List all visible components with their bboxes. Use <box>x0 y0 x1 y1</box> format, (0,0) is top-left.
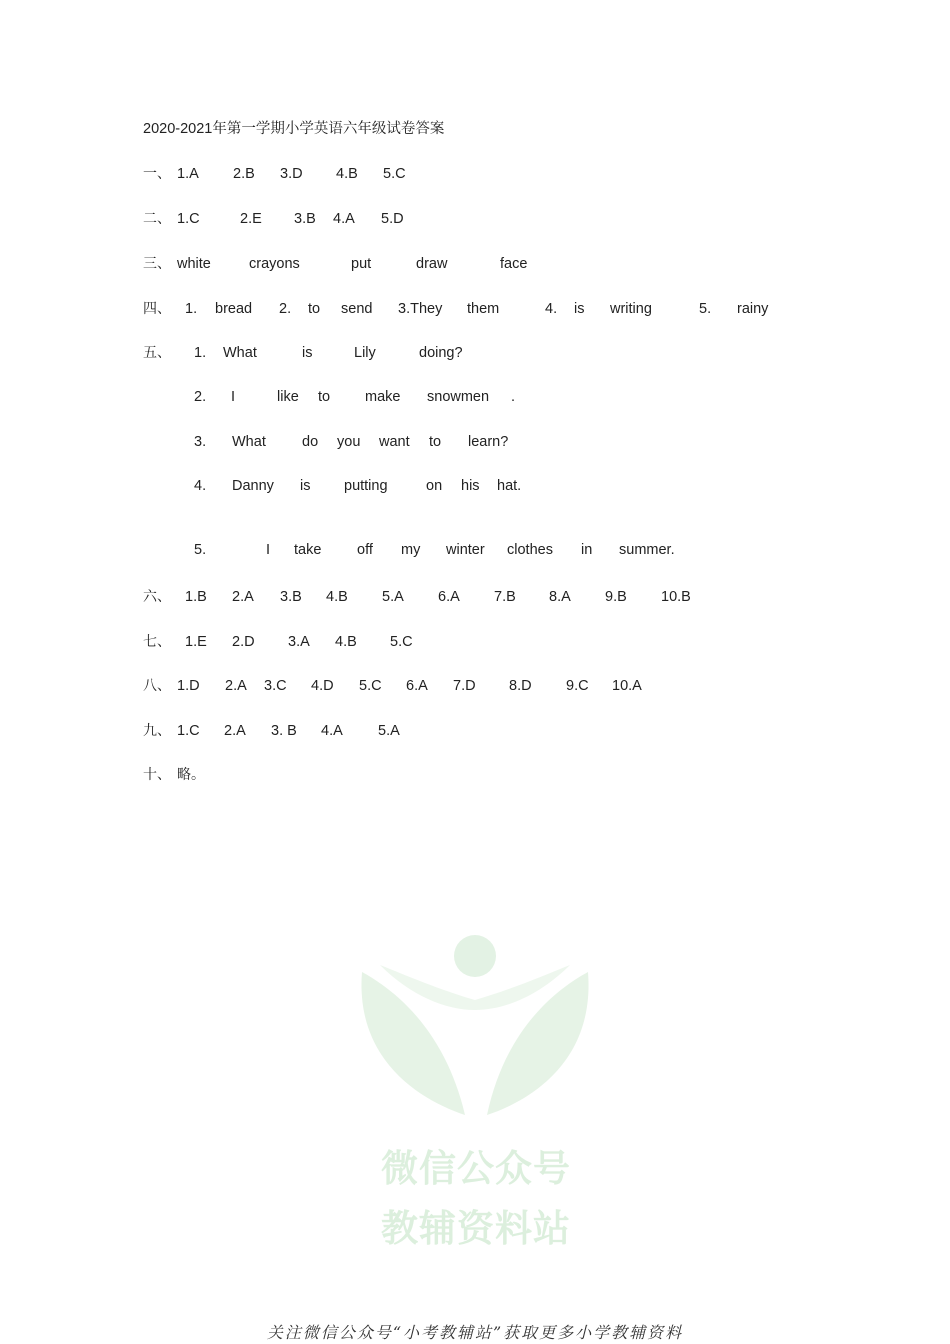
answer: 4.B <box>335 634 357 650</box>
answer: 1. <box>185 301 198 317</box>
answer: 4.D <box>311 678 334 694</box>
answer: 1.D <box>177 678 200 694</box>
sentence-word: is <box>302 345 313 361</box>
answer: put <box>351 256 372 272</box>
document-title: 2020-2021年第一学期小学英语六年级试卷答案 <box>143 121 445 137</box>
sentence-word: want <box>379 434 410 450</box>
answer: 1.E <box>185 634 207 650</box>
answer: 4. <box>545 301 558 317</box>
answer: 3.They <box>398 301 443 317</box>
answer: 5.C <box>359 678 382 694</box>
sentence-word: do <box>302 434 319 450</box>
answer: 3.D <box>280 166 303 182</box>
sentence-word: is <box>300 478 311 494</box>
answer: 9.B <box>605 589 627 605</box>
answer: 3.B <box>294 211 316 227</box>
sentence-word: off <box>357 542 373 558</box>
sentence-word: 1. <box>194 345 207 361</box>
page-footer: 关注微信公众号“小考教辅站”获取更多小学教辅资料 <box>266 1323 684 1342</box>
answer: white <box>177 256 211 272</box>
section-label: 十、 <box>143 767 171 783</box>
answer: 略。 <box>177 767 205 783</box>
sentence-word: putting <box>344 478 388 494</box>
sentence-word: 3. <box>194 434 207 450</box>
sentence-word: learn? <box>468 434 509 450</box>
answer: 10.B <box>661 589 691 605</box>
answer: 6.A <box>406 678 428 694</box>
answer: 10.A <box>612 678 642 694</box>
answer: 7.B <box>494 589 516 605</box>
sentence-word: 2. <box>194 389 207 405</box>
answer: 4.A <box>321 723 343 739</box>
answer: 3. B <box>271 723 297 739</box>
answer: 5.C <box>390 634 413 650</box>
sentence-word: I <box>231 389 236 405</box>
answer: 2. <box>279 301 292 317</box>
answer: to <box>308 301 321 317</box>
answer: 3.A <box>288 634 310 650</box>
sentence-word: you <box>337 434 361 450</box>
answer: 5.D <box>381 211 404 227</box>
answer: 1.A <box>177 166 199 182</box>
answer: send <box>341 301 373 317</box>
watermark-line-1: 微信公众号 <box>381 1147 571 1190</box>
sentence-word: . <box>511 389 516 405</box>
answer: 5.C <box>383 166 406 182</box>
sentence-word: summer. <box>619 542 675 558</box>
sentence-word: winter <box>446 542 485 558</box>
answer: crayons <box>249 256 300 272</box>
section-label: 六、 <box>143 589 171 605</box>
sentence-word: to <box>318 389 331 405</box>
section-label: 三、 <box>143 256 171 272</box>
section-label: 二、 <box>143 211 171 227</box>
section-label: 七、 <box>143 634 171 650</box>
sentence-word: 5. <box>194 542 207 558</box>
answer: face <box>500 256 528 272</box>
watermark-line-2: 教辅资料站 <box>381 1207 571 1250</box>
sentence-word: hat. <box>497 478 522 494</box>
sentence-word: clothes <box>507 542 553 558</box>
answer: 2.A <box>224 723 246 739</box>
answer: 1.C <box>177 723 200 739</box>
answer: 4.B <box>336 166 358 182</box>
sentence-word: What <box>232 434 266 450</box>
answer: 2.B <box>233 166 255 182</box>
sentence-word: make <box>365 389 401 405</box>
answer: 7.D <box>453 678 476 694</box>
sentence-word: Lily <box>354 345 376 361</box>
answer: 5. <box>699 301 712 317</box>
section-label: 八、 <box>143 678 171 694</box>
answer: 4.A <box>333 211 355 227</box>
sentence-word: 4. <box>194 478 207 494</box>
sentence-word: like <box>277 389 299 405</box>
answer: 1.B <box>185 589 207 605</box>
answer: 6.A <box>438 589 460 605</box>
answer: 3.C <box>264 678 287 694</box>
sentence-word: snowmen <box>427 389 490 405</box>
section-label: 四、 <box>143 301 171 317</box>
answer: 4.B <box>326 589 348 605</box>
answer: 2.D <box>232 634 255 650</box>
sentence-word: on <box>426 478 443 494</box>
sentence-word: I <box>266 542 271 558</box>
sentence-word: take <box>294 542 322 558</box>
answer: 8.D <box>509 678 532 694</box>
answer: 5.A <box>382 589 404 605</box>
sentence-word: doing? <box>419 345 463 361</box>
answer: rainy <box>737 301 769 317</box>
answer: bread <box>215 301 253 317</box>
answer: 8.A <box>549 589 571 605</box>
sentence-word: in <box>581 542 593 558</box>
answer: them <box>467 301 500 317</box>
section-label: 一、 <box>143 166 171 182</box>
answer: 2.E <box>240 211 262 227</box>
answer: 2.A <box>232 589 254 605</box>
answer: is <box>574 301 585 317</box>
section-label: 九、 <box>143 723 171 739</box>
answer: 3.B <box>280 589 302 605</box>
sentence-word: to <box>429 434 442 450</box>
answer: 2.A <box>225 678 247 694</box>
sentence-word: my <box>401 542 421 558</box>
answer: 1.C <box>177 211 200 227</box>
answer: 9.C <box>566 678 589 694</box>
sentence-word: What <box>223 345 257 361</box>
section-label: 五、 <box>143 345 171 361</box>
sentence-word: his <box>461 478 480 494</box>
answer: 5.A <box>378 723 400 739</box>
answer: draw <box>416 256 448 272</box>
answer: writing <box>610 301 652 317</box>
sentence-word: Danny <box>232 478 274 494</box>
